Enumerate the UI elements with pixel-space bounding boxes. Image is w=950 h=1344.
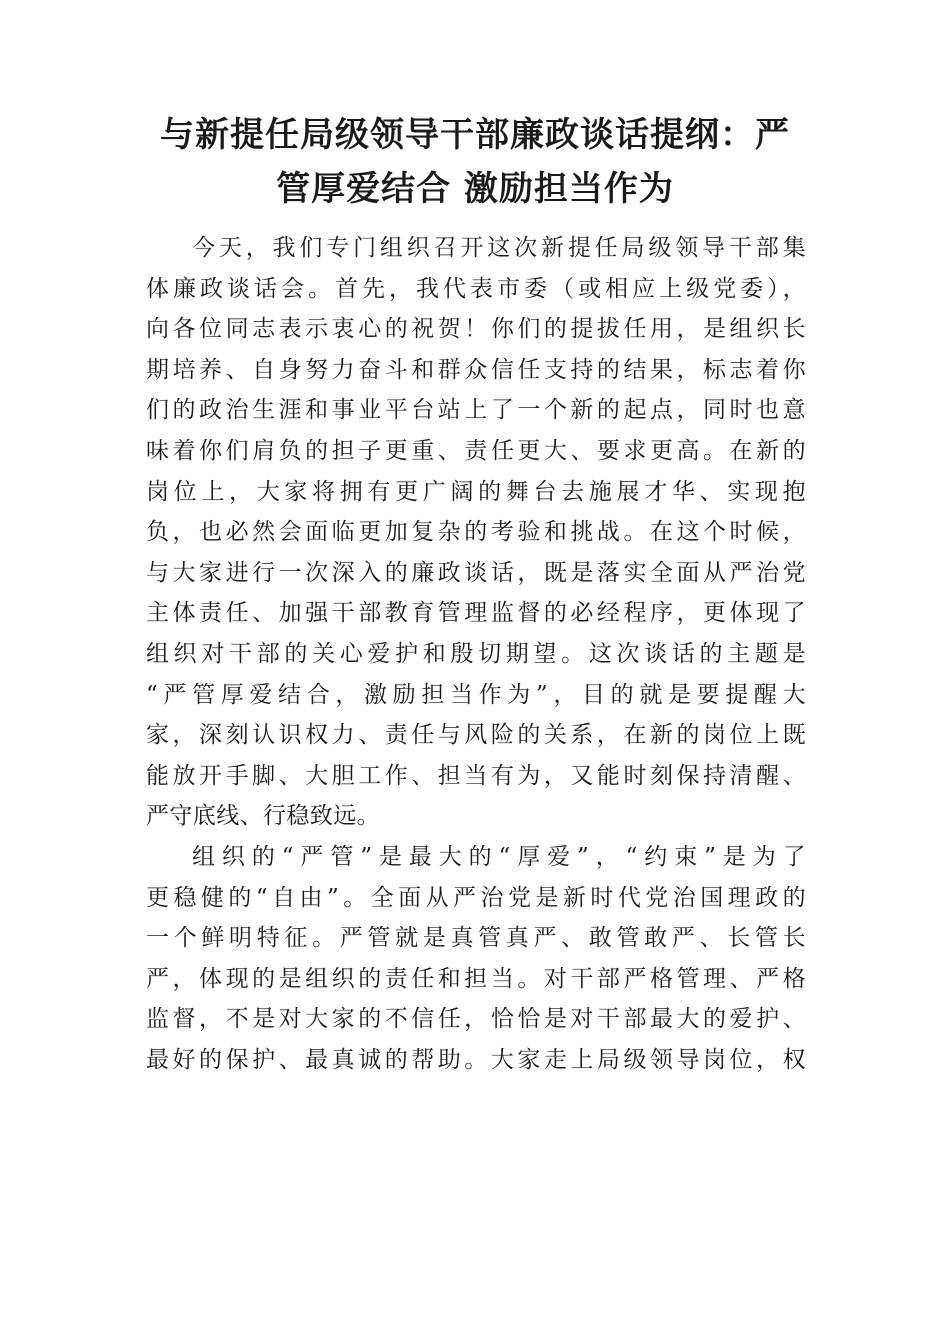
text-line: 味着你们肩负的担子更重、责任更大、要求更高。在新的 xyxy=(146,437,806,464)
document-body xyxy=(146,228,806,1080)
text-line: 与大家进行一次深入的廉政谈话，既是落实全面从严治党 xyxy=(146,559,806,586)
text-line: 主体责任、加强干部教育管理监督的必经程序，更体现了 xyxy=(146,600,806,627)
text-line: 监督，不是对大家的不信任，恰恰是对干部最大的爱护、 xyxy=(146,1006,806,1033)
text-line: 们的政治生涯和事业平台站上了一个新的起点，同时也意 xyxy=(146,397,806,424)
text-line: 今天，我们专门组织召开这次新提任局级领导干部集 xyxy=(192,235,806,261)
text-line: 组织的“严管”是最大的“厚爱”，“约束”是为了 xyxy=(192,843,806,870)
text-line: 严，体现的是组织的责任和担当。对干部严格管理、严格 xyxy=(146,965,806,992)
text-line: 组织对干部的关心爱护和殷切期望。这次谈话的主题是 xyxy=(146,640,806,667)
paragraph xyxy=(146,837,806,1081)
text-line: 一个鲜明特征。严管就是真管真严、敢管敢严、长管长 xyxy=(146,925,806,952)
text-line: 负，也必然会面临更加复杂的考验和挑战。在这个时候， xyxy=(146,519,806,546)
text-line: 最好的保护、最真诚的帮助。大家走上局级领导岗位，权 xyxy=(146,1046,806,1073)
paragraph xyxy=(146,228,806,837)
text-line: 向各位同志表示衷心的祝贺！你们的提拔任用，是组织长 xyxy=(146,316,806,343)
title-line-1: 与新提任局级领导干部廉政谈话提纲：严 xyxy=(160,115,790,155)
text-line: 严守底线、行稳致远。 xyxy=(146,803,380,830)
text-line: 更稳健的“自由”。全面从严治党是新时代党治国理政的 xyxy=(146,884,806,911)
text-line: 体廉政谈话会。首先，我代表市委（或相应上级党委）， xyxy=(146,275,806,302)
text-line: “严管厚爱结合，激励担当作为”，目的就是要提醒大 xyxy=(146,681,806,708)
document-title xyxy=(140,108,810,216)
text-line: 岗位上，大家将拥有更广阔的舞台去施展才华、实现抱 xyxy=(146,478,806,505)
text-line: 能放开手脚、大胆工作、担当有为，又能时刻保持清醒、 xyxy=(146,762,806,789)
text-line: 期培养、自身努力奋斗和群众信任支持的结果，标志着你 xyxy=(146,356,806,383)
title-line-2: 管厚爱结合 激励担当作为 xyxy=(276,169,674,209)
text-line: 家，深刻认识权力、责任与风险的关系，在新的岗位上既 xyxy=(146,722,806,749)
